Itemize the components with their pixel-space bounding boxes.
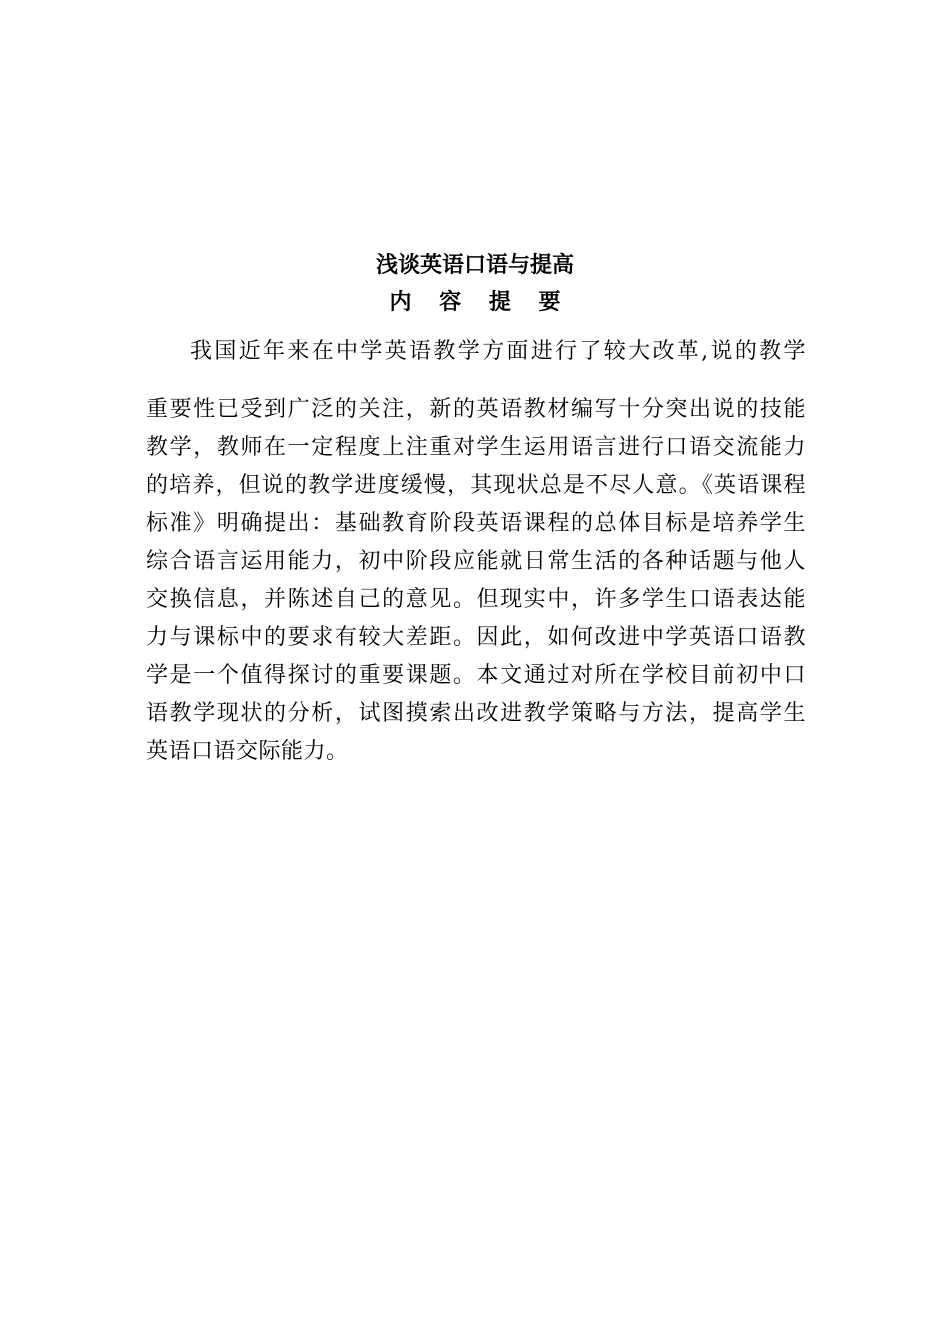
abstract-line: 学是一个值得探讨的重要课题。本文通过对所在学校目前初中口 — [146, 663, 806, 688]
abstract-line: 力与课标中的要求有较大差距。因此，如何改进中学英语口语教 — [146, 625, 806, 650]
abstract-body — [146, 333, 806, 771]
abstract-line: 语教学现状的分析，试图摸索出改进教学策略与方法，提高学生 — [146, 701, 806, 726]
abstract-line: 英语口语交际能力。 — [146, 739, 349, 764]
abstract-line: 交换信息，并陈述自己的意见。但现实中，许多学生口语表达能 — [146, 587, 806, 612]
document-title: 浅谈英语口语与提高 — [375, 252, 574, 278]
abstract-heading: 内 容 提 要 — [389, 289, 571, 315]
abstract-line: 综合语言运用能力，初中阶段应能就日常生活的各种话题与他人 — [146, 549, 806, 574]
abstract-line: 的培养，但说的教学进度缓慢，其现状总是不尽人意。《英语课程 — [146, 473, 806, 498]
abstract-line: 重要性已受到广泛的关注，新的英语教材编写十分突出说的技能 — [146, 397, 806, 422]
abstract-line: 我国近年来在中学英语教学方面进行了较大改革,说的教学 — [190, 339, 806, 364]
abstract-line: 标准》明确提出：基础教育阶段英语课程的总体目标是培养学生 — [146, 511, 806, 536]
abstract-line: 教学，教师在一定程度上注重对学生运用语言进行口语交流能力 — [146, 435, 806, 460]
